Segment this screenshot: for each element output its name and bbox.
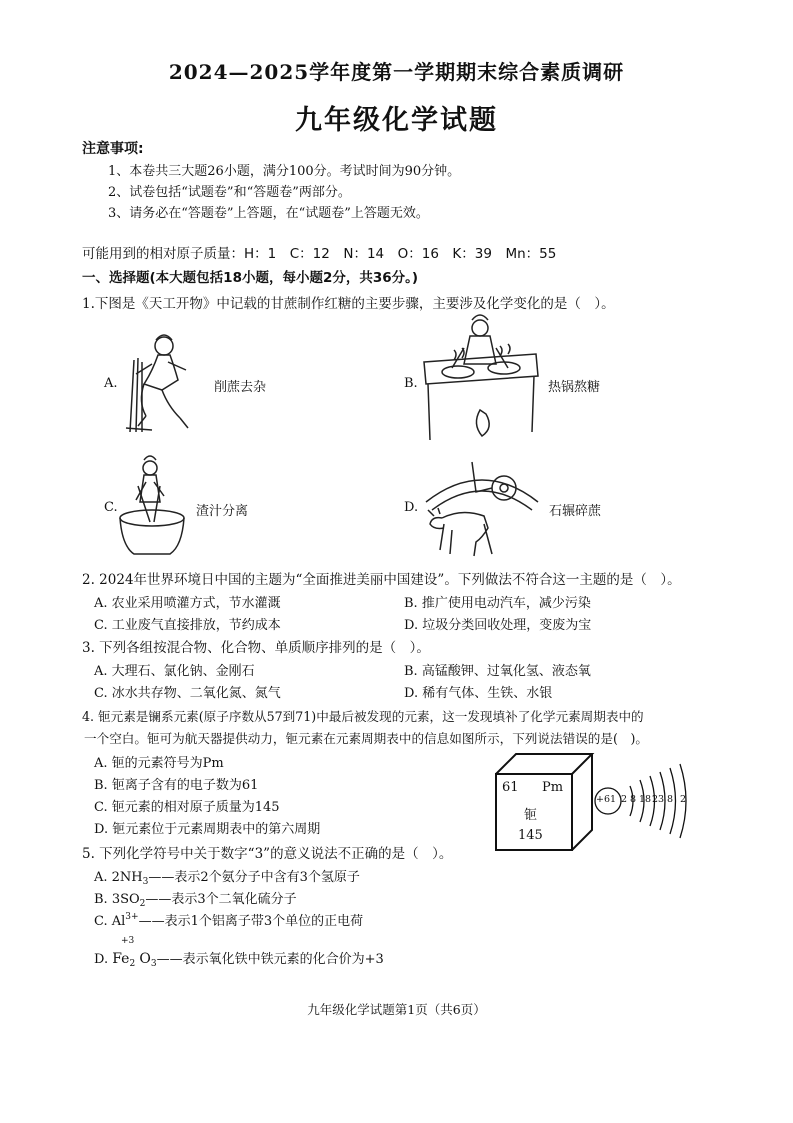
question-1-stem: 1.下图是《天工开物》中记载的甘蔗制作红糖的主要步骤，主要涉及化学变化的是（ ）。 — [82, 296, 615, 312]
question-5-option-d — [94, 948, 384, 969]
option-a-subscript: 3 — [142, 877, 149, 887]
question-2-option-c: C. 工业废气直接排放，节约成本 — [94, 618, 281, 633]
boiling-sugar-illustration — [420, 314, 540, 444]
option-c-description: ——表示1个铝离子带3个单位的正电荷 — [138, 914, 364, 929]
question-3-option-b: B. 高锰酸钾、过氧化氢、液态氧 — [404, 664, 591, 679]
option-a-label: 削蔗去杂 — [214, 380, 267, 395]
question-4-option-d: D. 钷元素位于元素周期表中的第六周期 — [94, 822, 321, 837]
element-atomic-number: 61 — [502, 780, 519, 795]
question-3-stem: 3. 下列各组按混合物、化合物、单质顺序排列的是（ ）。 — [82, 640, 430, 656]
option-d-letter: D. — [94, 952, 109, 967]
question-4-stem-line2: 一个空白。钷可为航天器提供动力，钷元素在元素周期表中的信息如图所示，下列说法错误的是( )。 — [84, 731, 648, 746]
element-cell-cube — [494, 752, 594, 852]
atomic-masses: 可能用到的相对原子质量：H：1 C：12 N：14 O：16 K：39 Mn：55 — [82, 246, 557, 262]
question-3-option-d: D. 稀有气体、生铁、水银 — [404, 686, 553, 701]
element-name: 钷 — [524, 808, 538, 823]
atom-shell-2: 8 — [630, 794, 637, 805]
question-3-option-a: A. 大理石、氯化钠、金刚石 — [94, 664, 255, 679]
exam-subtitle: 九年级化学试题 — [295, 105, 498, 136]
atom-shell-5: 8 — [667, 794, 674, 805]
notice-item: 2、试卷包括“试题卷”和“答题卷”两部分。 — [108, 185, 351, 200]
option-a-formula: A. 2NH — [94, 870, 143, 885]
option-d-description: ——表示氧化铁中铁元素的化合价为+3 — [156, 952, 384, 967]
option-b-formula: B. 3SO — [94, 892, 140, 907]
option-d-fe-subscript: 2 — [129, 959, 136, 969]
question-5-stem: 5. 下列化学符号中关于数字“3”的意义说法不正确的是（ ）。 — [82, 846, 453, 862]
question-3-option-c: C. 冰水共存物、二氧化氮、氮气 — [94, 686, 281, 701]
notice-heading: 注意事项: — [82, 141, 144, 157]
question-4-option-b: B. 钷离子含有的电子数为61 — [94, 778, 259, 793]
question-4-stem-line1: 4. 钷元素是镧系元素(原子序数从57到71)中最后被发现的元素，这一发现填补了化学元素周期表中的 — [82, 709, 644, 724]
option-b-label: 热锅熬糖 — [548, 380, 601, 395]
juice-separation-illustration — [116, 456, 188, 558]
option-a-letter: A. — [104, 376, 118, 391]
question-5-option-c — [94, 910, 363, 929]
notice-item: 1、本卷共三大题26小题，满分100分。考试时间为90分钟。 — [108, 164, 461, 179]
option-d-letter: D. — [404, 500, 419, 515]
element-symbol: Pm — [542, 780, 564, 795]
option-c-label: 渣汁分离 — [196, 504, 249, 519]
exam-title: 2024—2025学年度第一学期期末综合素质调研 — [168, 60, 625, 84]
option-d-o-subscript: 3 — [150, 959, 157, 969]
question-4-option-a: A. 钷的元素符号为Pm — [94, 756, 224, 771]
element-mass: 145 — [518, 828, 543, 843]
option-b-letter: B. — [404, 376, 418, 391]
option-b-subscript: 2 — [139, 899, 146, 909]
option-a-description: ——表示2个氨分子中含有3个氢原子 — [148, 870, 360, 885]
sugarcane-peeling-illustration — [122, 332, 207, 434]
question-2-option-d: D. 垃圾分类回收处理，变废为宝 — [404, 618, 592, 633]
option-c-formula: C. Al — [94, 914, 126, 929]
option-d-o: O — [139, 951, 151, 967]
question-4-option-c: C. 钷元素的相对原子质量为145 — [94, 800, 280, 815]
atom-shell-6: 2 — [680, 794, 687, 805]
question-2-option-a: A. 农业采用喷灌方式，节水灌溉 — [94, 596, 281, 611]
atom-shell-4: 23 — [652, 794, 665, 805]
question-5-option-a — [94, 866, 360, 887]
page-footer: 九年级化学试题第1页（共6页） — [307, 1002, 486, 1017]
option-c-letter: C. — [104, 500, 118, 515]
atom-shell-1: 2 — [621, 794, 628, 805]
option-b-description: ——表示3个二氧化硫分子 — [145, 892, 297, 907]
section-heading: 一、选择题(本大题包括18小题，每小题2分，共36分。) — [82, 270, 419, 286]
question-5-option-b — [94, 888, 297, 909]
option-d-valence: +3 — [121, 936, 135, 946]
atom-shell-3: 18 — [639, 794, 652, 805]
stone-roller-illustration — [422, 458, 542, 558]
question-2-stem: 2. 2024年世界环境日中国的主题为“全面推进美丽中国建设”。下列做法不符合这一主题的是（ ）。 — [82, 572, 681, 588]
notice-item: 3、请务必在“答题卷”上答题，在“试题卷”上答题无效。 — [108, 206, 429, 221]
atom-nucleus-charge: +61 — [596, 794, 617, 805]
option-d-fe: Fe — [112, 951, 130, 967]
question-2-option-b: B. 推广使用电动汽车，减少污染 — [404, 596, 591, 611]
option-c-superscript: 3+ — [125, 912, 139, 922]
option-d-label: 石辗碎蔗 — [549, 504, 602, 519]
